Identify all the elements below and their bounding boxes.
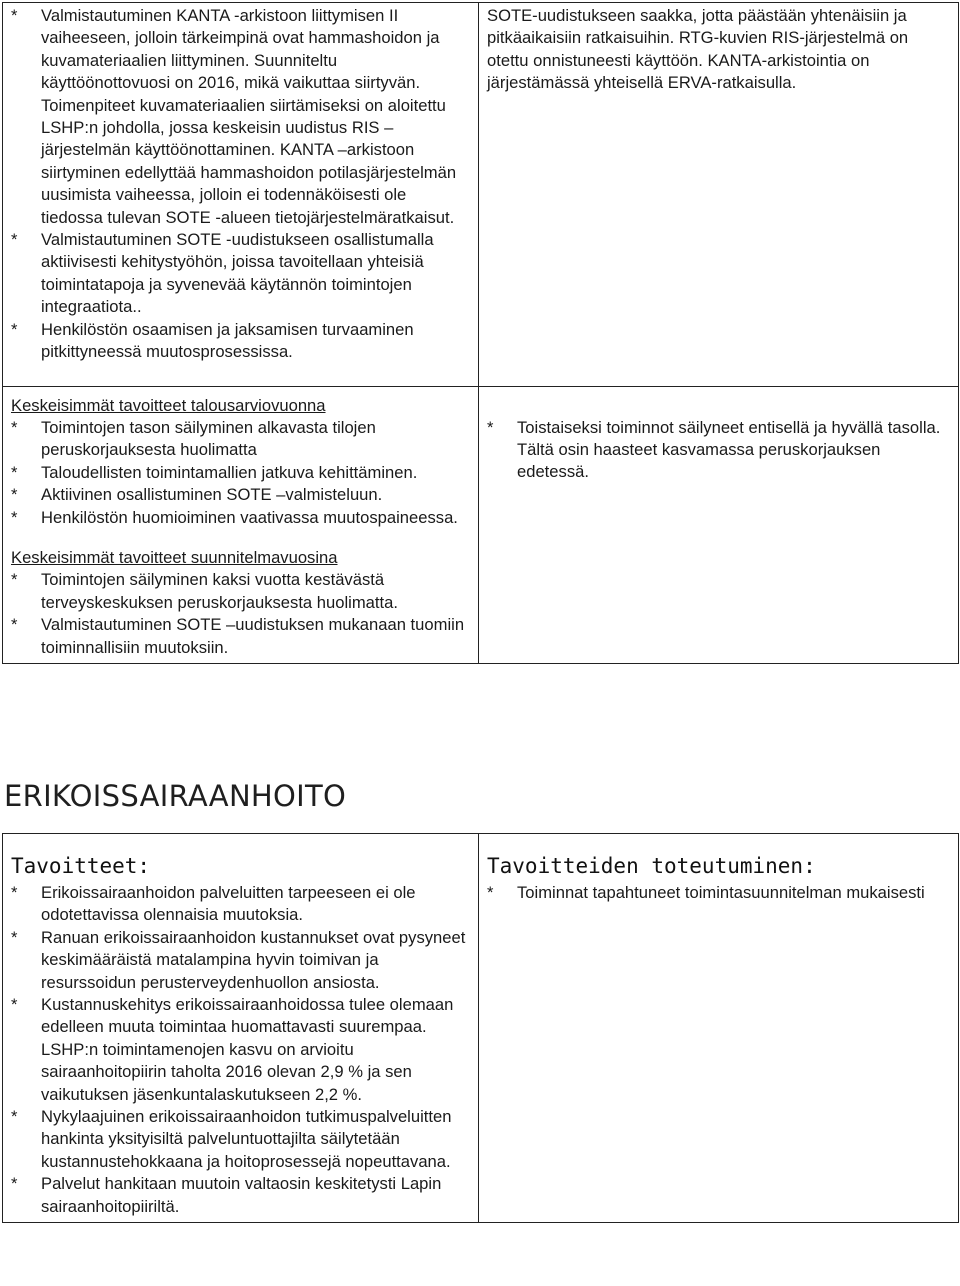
bullet-marker: * xyxy=(11,6,18,25)
list-item xyxy=(11,1106,470,1173)
list-item xyxy=(11,1173,470,1218)
item-text: Nykylaajuinen erikoissairaanhoidon tutkimuspalveluitten hankinta yksityisiltä palveluntuottajilta säilytetään kustannustehokkaana ja hoitoprosessejä nopeuttavana. xyxy=(41,1107,452,1171)
bullet-marker: * xyxy=(11,1174,18,1194)
section-title: Keskeisimmät tavoitteet suunnitelmavuosina xyxy=(11,547,338,567)
bullet-marker: * xyxy=(11,485,18,505)
item-text: Toimintojen tason säilyminen alkavasta tilojen peruskorjauksesta huolimatta xyxy=(41,417,376,460)
list-item xyxy=(487,882,950,904)
item-text: Henkilöstön huomioiminen vaativassa muutospaineessa. xyxy=(41,507,458,527)
item-text: Taloudellisten toimintamallien jatkuva kehittäminen. xyxy=(41,462,418,482)
item-text: Henkilöstön osaamisen ja jaksamisen turvaaminen pitkittyneessä muutosprosessissa. xyxy=(41,319,414,362)
list-item xyxy=(11,5,470,229)
item-text: Valmistautuminen SOTE -uudistukseen osallistumalla aktiivisesti kehitystyöhön, joissa tavoitellaan yhteisiä toimintatapoja ja syvenevää käytännön toimintojen integraatiota.. xyxy=(41,230,434,317)
section-heading: ERIKOISSAIRAANHOITO xyxy=(4,779,347,813)
list-item xyxy=(11,507,470,529)
bullet-marker: * xyxy=(11,615,18,635)
lower-left-cell xyxy=(3,834,479,1223)
item-text: Kustannuskehitys erikoissairaanhoidossa tulee olemaan edelleen muuta toimintaa huomattavasti suurempaa. LSHP:n toimintamenojen kasvu on arvioitu sairaanhoitopiirin taholta 2016 olevan 2,9 % ja sen vaikutuksen jäsenkuntalaskutukseen 2,2 %. xyxy=(41,995,454,1104)
lower-table xyxy=(2,833,959,1223)
bullet-marker: * xyxy=(11,570,18,590)
upper-table-row-1 xyxy=(3,3,959,387)
bullet-marker: * xyxy=(11,319,18,339)
section-title: Keskeisimmät tavoitteet talousarviovuonna xyxy=(11,395,326,415)
item-text: Ranuan erikoissairaanhoidon kustannukset ovat pysyneet keskimääräistä matalampina hyvin toimivan ja resurssoidun perusterveydenhuollon ansiosta. xyxy=(41,927,466,992)
list-item xyxy=(11,484,470,506)
bullet-marker: * xyxy=(487,883,494,902)
list-item xyxy=(11,417,470,462)
upper-table xyxy=(2,2,959,664)
item-text: Toiminnat tapahtuneet toimintasuunnitelman mukaisesti xyxy=(517,883,925,902)
results-heading: Tavoitteiden toteutuminen: xyxy=(487,854,816,878)
upper-row1-left-cell xyxy=(3,3,479,387)
item-text: Toistaiseksi toiminnot säilyneet entisellä ja hyvällä tasolla. Tältä osin haasteet kasvamassa peruskorjauksen edetessä. xyxy=(517,417,941,482)
bullet-marker: * xyxy=(11,230,18,250)
item-text: Valmistautuminen KANTA -arkistoon liittymisen II vaiheeseen, jolloin tärkeimpinä ovat hammashoidon ja kuvamateriaalien liittyminen. Suunniteltu käyttöönottovuosi on 2016, mikä vaikuttaa siirtyvän. Toimenpiteet kuvamateriaalien siirtämiseksi on aloitettu LSHP:n johdolla, jossa keskeisin uudistus RIS –järjestelmän käyttöönottaminen. KANTA –arkistoon siirtyminen edellyttää hammashoidon potilasjärjestelmän uusimista vaiheessa, jolloin ei todennäköisesti ole tiedossa tulevan SOTE -alueen tietojärjestelmäratkaisut. xyxy=(41,6,457,227)
item-text: Valmistautuminen SOTE –uudistuksen mukanaan tuomiin toiminnallisiin muutoksiin. xyxy=(41,615,465,657)
status-text: SOTE-uudistukseen saakka, jotta päästään yhtenäisiin ja pitkäaikaisiin ratkaisuihin. RTG-kuvien RIS-järjestelmä on otettu onnistuneesti käyttöön. KANTA-arkistointia on järjestämässä yhteisellä ERVA-ratkaisulla. xyxy=(487,6,909,93)
upper-table-row-2 xyxy=(3,386,959,663)
item-text: Toimintojen säilyminen kaksi vuotta kestävästä terveyskeskuksen peruskorjauksesta huolimatta. xyxy=(41,570,398,612)
list-item xyxy=(11,614,470,659)
goals-heading: Tavoitteet: xyxy=(11,854,151,878)
bullet-marker: * xyxy=(11,507,18,527)
item-text: Aktiivinen osallistuminen SOTE –valmisteluun. xyxy=(41,485,383,505)
list-item xyxy=(11,994,470,1106)
lower-table-row xyxy=(3,834,959,1223)
list-item xyxy=(11,229,470,319)
item-text: Erikoissairaanhoidon palveluitten tarpeeseen ei ole odotettavissa olennaisia muutoksia. xyxy=(41,883,416,925)
bullet-marker: * xyxy=(11,883,18,902)
bullet-marker: * xyxy=(11,462,18,482)
upper-row2-right-cell xyxy=(479,386,959,663)
upper-row2-left-cell xyxy=(3,386,479,663)
bullet-marker: * xyxy=(11,417,18,437)
upper-row1-right-cell xyxy=(479,3,959,387)
bullet-marker: * xyxy=(487,417,494,437)
list-item xyxy=(487,417,950,484)
lower-right-cell xyxy=(479,834,959,1223)
bullet-marker: * xyxy=(11,1107,18,1127)
bullet-marker: * xyxy=(11,995,18,1015)
list-item xyxy=(11,319,470,364)
bullet-marker: * xyxy=(11,927,18,947)
item-text: Palvelut hankitaan muutoin valtaosin keskitetysti Lapin sairaanhoitopiiriltä. xyxy=(41,1174,442,1216)
list-item xyxy=(11,569,470,614)
list-item xyxy=(11,882,470,927)
list-item xyxy=(11,927,470,994)
list-item xyxy=(11,462,470,484)
